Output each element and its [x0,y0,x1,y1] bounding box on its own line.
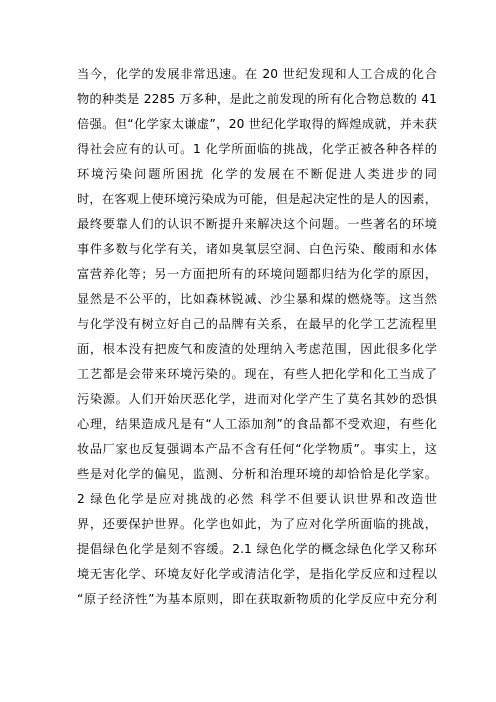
body-paragraph [77,62,437,612]
text-line: 污染源。人们开始厌恶化学，进而对化学产生了莫名其妙的恐惧 [77,392,437,406]
text-line: 境无害化学、环境友好化学或清洁化学，是指化学反应和过程以 [77,567,437,581]
text-line: 事件多数与化学有关，诸如臭氧层空洞、白色污染、酸雨和水体 [77,242,437,256]
text-line: 妆品厂家也反复强调本产品不含有任何“化学物质”。事实上，这 [77,442,437,456]
text-line: 2 绿色化学是应对挑战的必然 科学不但要认识世界和改造世 [77,492,437,506]
text-line: 时，在客观上使环境污染成为可能，但是起决定性的是人的因素， [77,192,437,206]
text-line: 界，还要保护世界。化学也如此，为了应对化学所面临的挑战， [77,517,437,531]
text-line: 提倡绿色化学是刻不容缓。2.1 绿色化学的概念绿色化学又称环 [77,542,437,556]
text-line: 心理，结果造成凡是有“人工添加剂”的食品都不受欢迎，有些化 [77,417,437,431]
text-line: 些是对化学的偏见，监测、分析和治理环境的却恰恰是化学家。 [77,467,437,481]
text-line: 物的种类是 2285 万多种，是此之前发现的所有化合物总数的 41 [77,92,437,106]
text-line: 富营养化等；另一方面把所有的环境问题都归结为化学的原因， [77,267,437,281]
text-line: 工艺都是会带来环境污染的。现在，有些人把化学和化工当成了 [77,367,437,381]
text-line: 环境污染问题所困扰 化学的发展在不断促进人类进步的同 [77,167,437,181]
text-line: 面，根本没有把废气和废渣的处理纳入考虑范围，因此很多化学 [77,342,437,356]
text-line: 最终要靠人们的认识不断提升来解决这个问题。一些著名的环境 [77,217,437,231]
text-line: 显然是不公平的，比如森林锐减、沙尘暴和煤的燃烧等。这当然 [77,292,437,306]
text-line: 得社会应有的认可。1 化学所面临的挑战，化学正被各种各样的 [77,142,437,156]
text-line: 倍强。但“化学家太谦虚”，20 世纪化学取得的辉煌成就，并未获 [77,117,437,131]
text-line: 当今，化学的发展非常迅速。在 20 世纪发现和人工合成的化合 [77,67,437,81]
text-line: “原子经济性”为基本原则，即在获取新物质的化学反应中充分利 [77,592,437,606]
text-line: 与化学没有树立好自己的品牌有关系，在最早的化学工艺流程里 [77,317,437,331]
